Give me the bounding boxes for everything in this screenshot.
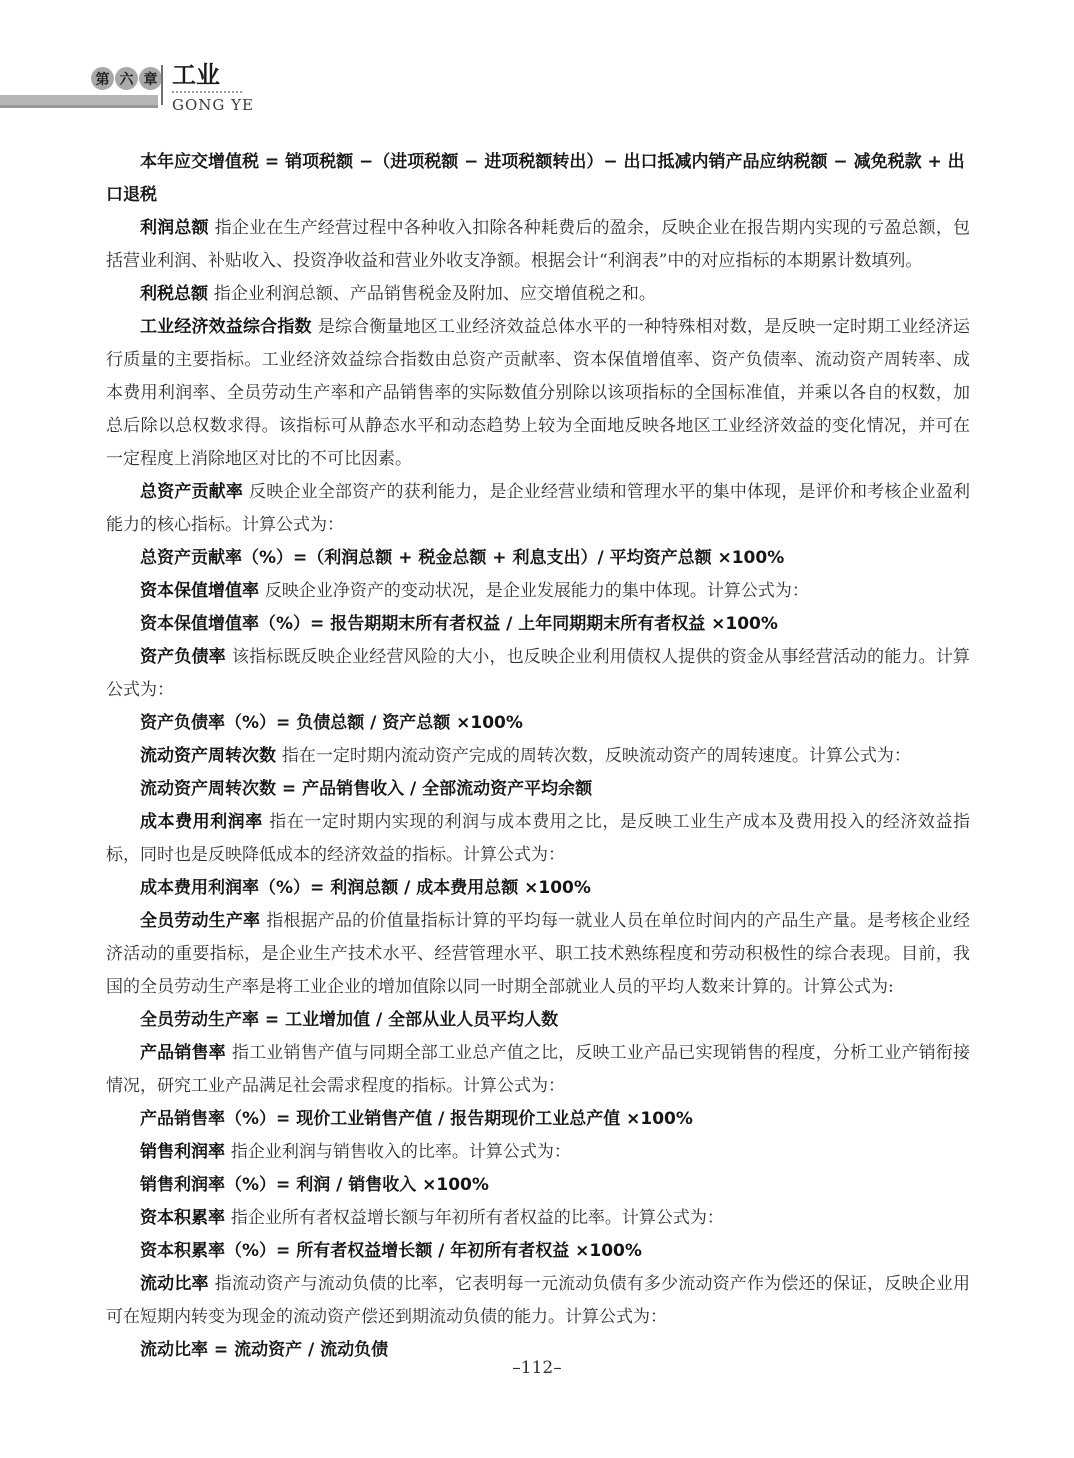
formula-paragraph: 本年应交增值税 = 销项税额 −（进项税额 − 进项税额转出）− 出口抵减内销产品应纳税额 − 减免税款 + 出口退税 <box>106 152 965 205</box>
definition-paragraph: 利润总额 指企业在生产经营过程中各种收入扣除各种耗费后的盈余，反映企业在报告期内实现的亏盈总额，包括营业利润、补贴收入、投资净收益和营业外收支净额。根据会计“利润表”中的对应指标的本期累计数填列。 <box>106 218 971 271</box>
definition-paragraph: 工业经济效益综合指数 是综合衡量地区工业经济效益总体水平的一种特殊相对数，是反映一定时期工业经济运行质量的主要指标。工业经济效益综合指数由总资产贡献率、资本保值增值率、资产负债率、流动资产周转率、成本费用利润率、全员劳动生产率和产品销售率的实际数值分别除以该项指标的全国标准值，并乘以各自的权数，加总后除以总权数求得。该指标可从静态水平和动态趋势上较为全面地反映各地区工业经济效益的变化情况，并可在一定程度上消除地区对比的不可比因素。 <box>106 317 971 469</box>
definition-paragraph: 资本保值增值率 反映企业净资产的变动状况，是企业发展能力的集中体现。计算公式为： <box>140 581 809 601</box>
formula-paragraph: 全员劳动生产率 = 工业增加值 / 全部从业人员平均人数 <box>140 1010 559 1030</box>
definition-paragraph: 资产负债率 该指标既反映企业经营风险的大小，也反映企业利用债权人提供的资金从事经营活动的能力。计算公式为： <box>106 647 971 700</box>
definition-paragraph: 资本积累率 指企业所有者权益增长额与年初所有者权益的比率。计算公式为： <box>140 1208 724 1228</box>
formula-paragraph: 总资产贡献率（%）=（利润总额 + 税金总额 + 利息支出）/ 平均资产总额 ×100% <box>140 548 785 568</box>
definition-paragraph: 成本费用利润率 指在一定时期内实现的利润与成本费用之比，是反映工业生产成本及费用投入的经济效益指标，同时也是反映降低成本的经济效益的指标。计算公式为： <box>106 812 970 865</box>
term-label: 全员劳动生产率 <box>140 911 267 931</box>
page-footer <box>0 1358 1074 1378</box>
term-label: 销售利润率 <box>140 1142 231 1162</box>
formula-paragraph: 资本保值增值率（%）= 报告期期末所有者权益 / 上年同期期末所有者权益 ×100% <box>140 614 778 634</box>
definition-paragraph: 利税总额 指企业利润总额、产品销售税金及附加、应交增值税之和。 <box>140 284 656 304</box>
formula-paragraph: 资本积累率（%）= 所有者权益增长额 / 年初所有者权益 ×100% <box>140 1241 642 1261</box>
definition-paragraph: 流动资产周转次数 指在一定时期内流动资产完成的周转次数，反映流动资产的周转速度。计算公式为： <box>140 746 911 766</box>
term-label: 资本积累率 <box>140 1208 231 1228</box>
formula-paragraph: 成本费用利润率（%）= 利润总额 / 成本费用总额 ×100% <box>140 878 591 898</box>
formula-paragraph: 销售利润率（%）= 利润 / 销售收入 ×100% <box>140 1175 489 1195</box>
definition-paragraph: 产品销售率 指工业销售产值与同期全部工业总产值之比，反映工业产品已实现销售的程度，分析工业产销衔接情况，研究工业产品满足社会需求程度的指标。计算公式为： <box>106 1043 971 1096</box>
term-label: 资本保值增值率 <box>140 581 265 601</box>
chapter-badge <box>91 67 162 90</box>
chapter-badge-char: 第 <box>91 67 114 90</box>
definition-paragraph: 总资产贡献率 反映企业全部资产的获利能力，是企业经营业绩和管理水平的集中体现，是评价和考核企业盈利能力的核心指标。计算公式为： <box>106 482 971 535</box>
term-label: 利润总额 <box>140 218 215 238</box>
definition-paragraph: 流动比率 指流动资产与流动负债的比率，它表明每一元流动负债有多少流动资产作为偿还的保证，反映企业用可在短期内转变为现金的流动资产偿还到期流动负债的能力。计算公式为： <box>106 1274 971 1327</box>
header-vertical-divider <box>161 65 163 105</box>
document-body <box>106 146 970 1367</box>
chapter-title-block <box>172 61 255 114</box>
term-label: 总资产贡献率 <box>140 482 250 502</box>
definition-paragraph: 全员劳动生产率 指根据产品的价值量指标计算的平均每一就业人员在单位时间内的产品生产量。是考核企业经济活动的重要指标，是企业生产技术水平、经营管理水平、职工技术熟练程度和劳动积极性的综合表现。目前，我国的全员劳动生产率是将工业企业的增加值除以同一时期全部就业人员的平均人数来计算的。计算公式为: <box>106 911 970 997</box>
chapter-title: 工业 <box>172 62 242 93</box>
term-label: 流动资产周转次数 <box>140 746 282 766</box>
chapter-title-pinyin: GONG YE <box>172 96 255 114</box>
term-label: 利税总额 <box>140 284 214 304</box>
page-number: –112– <box>512 1358 562 1378</box>
term-label: 资产负债率 <box>140 647 232 667</box>
formula-paragraph: 产品销售率（%）= 现价工业销售产值 / 报告期现价工业总产值 ×100% <box>140 1109 693 1129</box>
term-label: 流动比率 <box>140 1274 215 1294</box>
formula-paragraph: 流动比率 = 流动资产 / 流动负债 <box>140 1340 389 1360</box>
term-label: 成本费用利润率 <box>140 812 270 832</box>
definition-paragraph: 销售利润率 指企业利润与销售收入的比率。计算公式为： <box>140 1142 571 1162</box>
term-label: 工业经济效益综合指数 <box>140 317 318 337</box>
chapter-badge-char: 章 <box>139 67 162 90</box>
formula-paragraph: 资产负债率（%）= 负债总额 / 资产总额 ×100% <box>140 713 523 733</box>
header-rule-bar <box>0 95 158 108</box>
chapter-badge-char: 六 <box>115 67 138 90</box>
formula-paragraph: 流动资产周转次数 = 产品销售收入 / 全部流动资产平均余额 <box>140 779 593 799</box>
term-label: 产品销售率 <box>140 1043 232 1063</box>
